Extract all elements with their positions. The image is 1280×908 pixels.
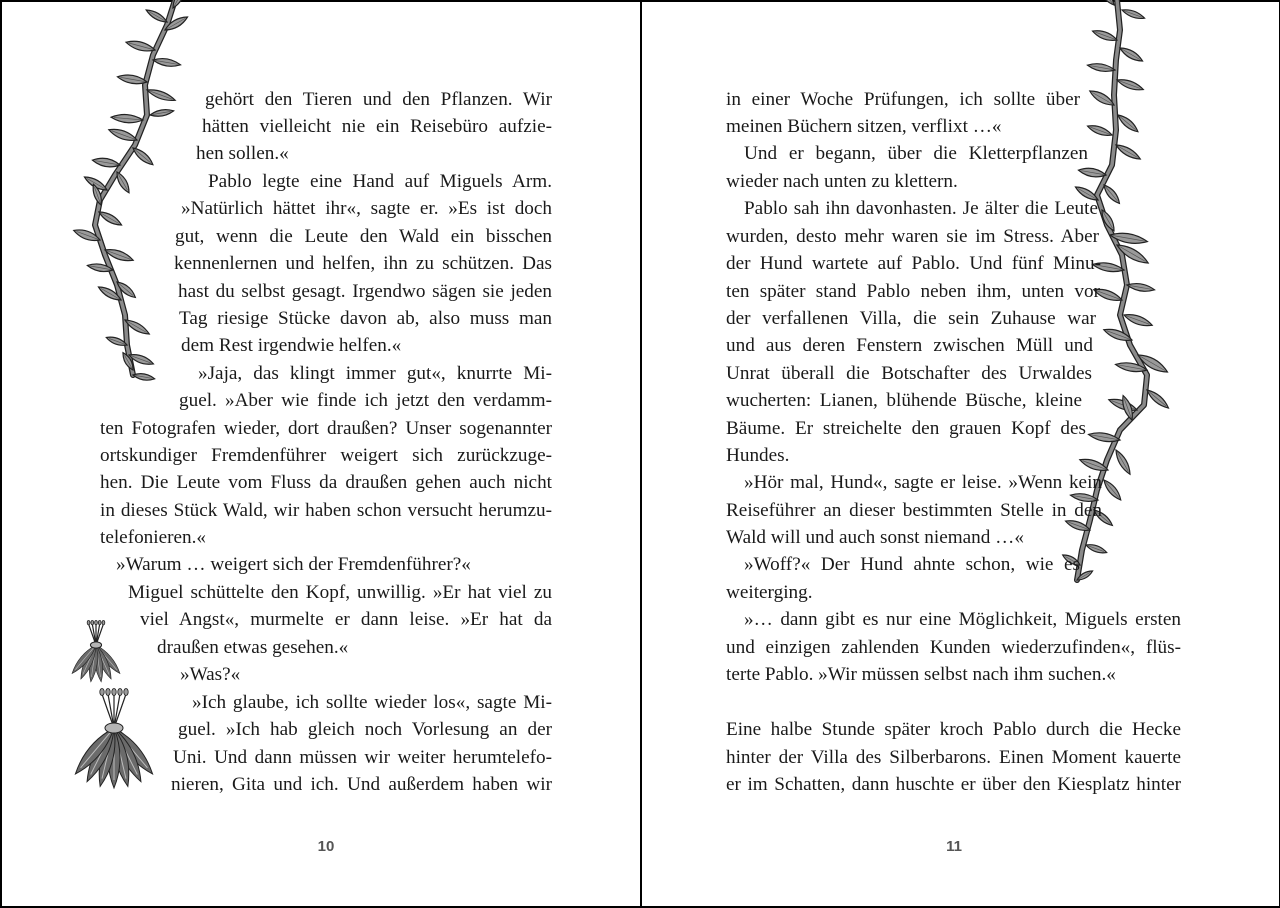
flower-center: [105, 723, 123, 733]
stamen-tip: [91, 621, 94, 625]
stamen-tip: [106, 689, 110, 696]
stamen-tip: [118, 689, 122, 696]
vine-illustration-left: [55, 0, 165, 395]
text-line: wieder nach unten zu klettern.: [726, 171, 958, 192]
leaf: [1116, 112, 1140, 134]
leaf: [131, 145, 155, 167]
leaf: [92, 156, 121, 169]
leaf: [1101, 478, 1123, 502]
text-line: »… dann gibt es nur eine Möglichkeit, Miguels ersten: [744, 609, 1181, 630]
text-line: Eine halbe Stunde später kroch Pablo durch die Hecke: [726, 719, 1181, 740]
leaf: [152, 57, 181, 69]
text-line: er im Schatten, dann huschte er über den Kiesplatz hinter: [726, 774, 1181, 795]
leaf: [1091, 28, 1118, 43]
stamen-tip: [102, 621, 105, 625]
leaf: [1113, 448, 1133, 476]
leaf: [1085, 542, 1108, 555]
text-line: »Jaja, das klingt immer gut«, knurrte Mi-: [198, 363, 552, 384]
flower-center: [90, 642, 101, 648]
text-line: dem Rest irgendwie helfen.«: [181, 335, 402, 356]
leaf: [1116, 77, 1145, 93]
leaf: [1087, 62, 1116, 74]
text-line: ten Fotografen wieder, dort draußen? Unser sogenannter: [100, 418, 552, 439]
stamen-tip: [100, 689, 104, 696]
text-line: guel. »Aber wie finde ich jetzt den verdamm-: [179, 390, 552, 411]
text-line: Bäume. Er streichelte den grauen Kopf des: [726, 418, 1086, 439]
leaf: [149, 108, 174, 118]
stamen-tip: [95, 621, 98, 625]
text-line: wucherten: Lianen, blühende Büsche, kleine: [726, 390, 1082, 411]
text-line: und einzigen zahlenden Kunden wiederzufinden«, flüs-: [726, 637, 1181, 658]
text-line: in dieses Stück Wald, wir haben schon versucht herumzu-: [100, 500, 552, 521]
text-line: »Natürlich hättet ihr«, sagte er. »Es ist doch: [181, 198, 552, 219]
leaf: [146, 87, 177, 104]
text-line: weiterging.: [726, 582, 813, 603]
text-line: Pablo legte eine Hand auf Miguels Arm.: [208, 171, 552, 192]
leaf: [1145, 387, 1171, 410]
text-line: Reiseführer an dieser bestimmten Stelle in den: [726, 500, 1102, 521]
stamen-tip: [112, 689, 116, 696]
text-line: Unrat überall die Botschafter des Urwaldes: [726, 363, 1092, 384]
leaf: [1101, 183, 1122, 206]
stamen-tip: [98, 621, 101, 625]
flower-illustration-large: [66, 683, 161, 798]
leaf: [1126, 282, 1155, 294]
leaf: [132, 372, 155, 382]
text-line: Hundes.: [726, 445, 790, 466]
leaf-shape: [1098, 0, 1117, 7]
leaf: [1118, 45, 1144, 64]
text-line: draußen etwas gesehen.«: [157, 637, 349, 658]
vine-stem: [95, 0, 175, 375]
text-line: »Warum … weigert sich der Fremdenführer?«: [116, 554, 471, 575]
text-line: meinen Büchern sitzen, verflixt …«: [726, 116, 1002, 137]
leaf: [1078, 166, 1107, 179]
text-line: »Hör mal, Hund«, sagte er leise. »Wenn kein: [744, 472, 1102, 493]
text-line: gehört den Tieren und den Pflanzen. Wir: [205, 89, 552, 110]
text-line: und aus deren Fenstern zwischen Müll und: [726, 335, 1093, 356]
leaf: [114, 170, 132, 194]
text-line: viel Angst«, murmelte er dann leise. »Er hat da: [140, 609, 552, 630]
text-line: »Ich glaube, ich sollte wieder los«, sagte Mi-: [192, 692, 552, 713]
text-line: hen. Die Leute vom Fluss da draußen gehen auch nicht: [100, 472, 552, 493]
text-line: ten später stand Pablo neben ihm, unten vor: [726, 281, 1100, 302]
leaf-vein: [1149, 391, 1167, 406]
text-line: telefonieren.«: [100, 527, 207, 548]
right-page: [642, 0, 1280, 908]
text-line: Wald will und auch sonst niemand …«: [726, 527, 1024, 548]
text-line: Und er begann, über die Kletterpflanzen: [744, 143, 1088, 164]
leaf: [111, 113, 144, 124]
page-number-right: 11: [946, 838, 962, 855]
vine-illustration-right: [1102, 0, 1222, 595]
leaf: [1114, 142, 1142, 162]
text-line: terte Pablo. »Wir müssen selbst nach ihm suchen.«: [726, 664, 1116, 685]
flower-illustration-small: [66, 610, 126, 685]
text-line: guel. »Ich hab gleich noch Vorlesung an der: [178, 719, 552, 740]
text-line: der Hund wartete auf Pablo. Und fünf Minu-: [726, 253, 1101, 274]
text-line: nieren, Gita und ich. Und außerdem haben wir: [171, 774, 552, 795]
leaf: [1123, 311, 1154, 329]
text-line: »Woff?« Der Hund ahnte schon, wie es: [744, 554, 1080, 575]
text-line: kennenlernen und helfen, ihn zu schützen. Das: [174, 253, 552, 274]
text-line: der verfallenen Villa, die sein Zuhause war: [726, 308, 1096, 329]
text-line: hast du selbst gesagt. Irgendwo sägen sie jeden: [178, 281, 552, 302]
leaf: [1098, 0, 1117, 7]
text-line: hen sollen.«: [196, 143, 289, 164]
stamen-tip: [87, 621, 90, 625]
leaf: [1086, 123, 1113, 138]
leaf: [145, 7, 169, 24]
text-line: ortskundiger Fremdenführer weigert sich zurückzuge-: [100, 445, 552, 466]
text-line: in einer Woche Prüfungen, ich sollte über: [726, 89, 1080, 110]
leaf: [97, 209, 123, 228]
text-line: Miguel schüttelte den Kopf, unwillig. »Er hat viel zu: [128, 582, 552, 603]
leaf: [1121, 7, 1146, 21]
page-number-left: 10: [317, 838, 335, 855]
text-line: gut, wenn die Leute den Wald ein bisschen: [175, 226, 552, 247]
text-line: »Was?«: [180, 664, 241, 685]
text-line: hätten vielleicht nie ein Reisebüro aufzie-: [202, 116, 552, 137]
text-line: wurden, desto mehr waren sie im Stress. Aber: [726, 226, 1099, 247]
text-line: Uni. Und dann müssen wir weiter herumtelefo-: [173, 747, 552, 768]
text-line: Tag riesige Stücke davon ab, also muss man: [179, 308, 552, 329]
text-line: hinter der Villa des Silberbarons. Einen Moment kauerte: [726, 747, 1181, 768]
text-line: Pablo sah ihn davonhasten. Je älter die Leute: [744, 198, 1098, 219]
stamen-tip: [124, 689, 128, 696]
